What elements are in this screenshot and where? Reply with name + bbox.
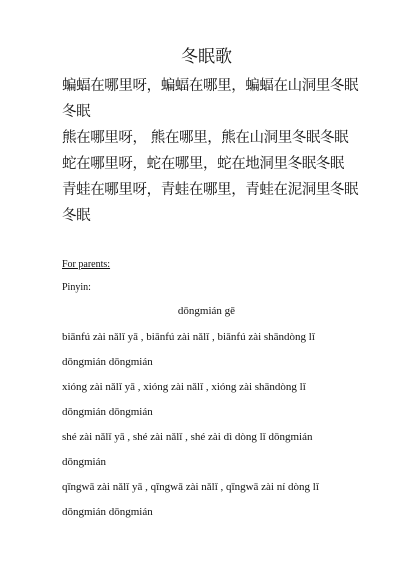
lyric-line: 熊在哪里呀， 熊在哪里，熊在山洞里冬眠冬眠 bbox=[62, 130, 349, 146]
pinyin-line: dōngmián bbox=[62, 456, 106, 468]
lyric-line: 青蛙在哪里呀，青蛙在哪里，青蛙在泥洞里冬眠 bbox=[62, 182, 359, 198]
pinyin-line: dōngmián dōngmián bbox=[62, 506, 153, 518]
lyric-line: 冬眠 bbox=[62, 104, 91, 120]
pinyin-song-title: dōngmián gē bbox=[177, 305, 236, 317]
pinyin-line: xióng zài nǎlǐ yā , xióng zài nǎlǐ , xióng zài shāndòng lǐ bbox=[62, 381, 306, 393]
pinyin-label: Pinyin: bbox=[62, 282, 91, 293]
lyric-line: 蛇在哪里呀，蛇在哪里，蛇在地洞里冬眠冬眠 bbox=[62, 156, 344, 172]
pinyin-line: shé zài nǎlǐ yā , shé zài nǎlǐ , shé zài dì dòng lǐ dōngmián bbox=[62, 431, 313, 443]
pinyin-line: dōngmián dōngmián bbox=[62, 406, 153, 418]
lyric-line: 蝙蝠在哪里呀，蝙蝠在哪里，蝙蝠在山洞里冬眠 bbox=[62, 78, 359, 94]
for-parents-heading: For parents: bbox=[62, 259, 111, 270]
pinyin-line: dōngmián dōngmián bbox=[62, 356, 153, 368]
pinyin-line: biānfú zài nǎlǐ yā , biānfú zài nǎlǐ , biānfú zài shāndòng lǐ bbox=[62, 331, 315, 343]
lyric-line: 冬眠 bbox=[62, 208, 91, 224]
pinyin-line: qīngwā zài nǎlǐ yā , qīngwā zài nǎlǐ , qīngwā zài ní dòng lǐ bbox=[62, 481, 319, 493]
song-title: 冬眠歌 bbox=[181, 47, 232, 67]
